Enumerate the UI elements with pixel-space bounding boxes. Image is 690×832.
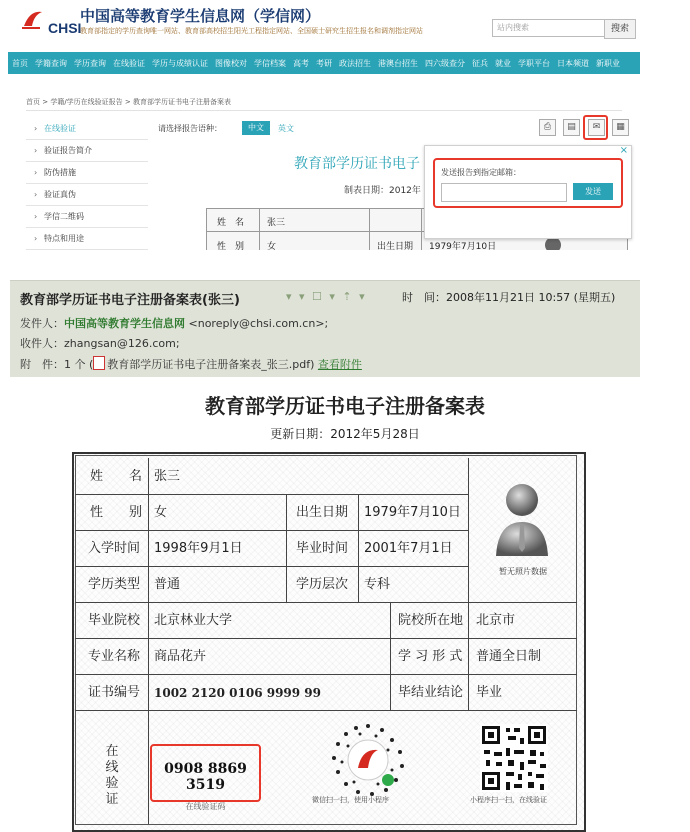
mini-program-qr-icon (330, 722, 406, 798)
grid-line (75, 674, 577, 675)
language-english-link[interactable]: 英文 (278, 124, 294, 133)
birth-value: 1979年7月10日 (364, 505, 461, 520)
gender-value: 女 (154, 505, 168, 520)
online-verify-label: 在线验证 (105, 744, 119, 807)
chevron-right-icon: › (34, 168, 38, 177)
location-label: 院校所在地 (398, 613, 464, 628)
sidebar-item-label: 验证报告简介 (44, 146, 92, 155)
birth-label: 出生日期 (377, 242, 414, 250)
school-value: 北京林业大学 (154, 613, 233, 628)
conclusion-label: 毕结业结论 (398, 685, 464, 700)
site-header (8, 0, 640, 48)
type-label: 学历类型 (88, 577, 141, 592)
nav-item[interactable]: 在线验证 (113, 58, 145, 68)
view-attachment-link[interactable]: 查看附件 (317, 358, 362, 371)
close-icon[interactable]: × (619, 145, 628, 156)
major-label: 专业名称 (88, 649, 141, 664)
qr2-caption: 小程序扫一扫，在线验证 (470, 796, 547, 804)
sidebar-item-online-verify[interactable] (26, 118, 148, 140)
email-time (402, 289, 615, 305)
email-from-row (20, 315, 328, 331)
name-value: 张三 (154, 469, 181, 484)
cert-number-label: 证书编号 (88, 685, 141, 700)
breadcrumb-divider (26, 110, 622, 111)
study-mode-label: 学 习 形 式 (398, 649, 463, 664)
send-email-label: 发送报告到指定邮箱： (441, 168, 521, 177)
to-value: zhangsan@126.com; (64, 337, 180, 350)
email-field[interactable] (441, 183, 567, 202)
time-label: 时 间： (402, 291, 446, 304)
main-nav (8, 52, 640, 74)
language-chinese-button[interactable]: 中文 (242, 121, 270, 135)
grid-line (468, 602, 469, 710)
table-divider (259, 209, 260, 250)
verify-code-caption: 在线验证码 (185, 802, 226, 811)
sidebar-item-features[interactable] (26, 228, 148, 250)
sidebar-item-verify-authenticity[interactable] (26, 184, 148, 206)
send-email-popup (424, 145, 632, 239)
qrcode-icon[interactable]: ▦ (612, 119, 629, 136)
nav-item[interactable]: 四六级查分 (425, 58, 465, 68)
email-to-row (20, 335, 180, 351)
nav-item[interactable]: 高考 (293, 58, 309, 68)
from-name[interactable]: 中国高等教育学生信息网 (64, 317, 185, 330)
nav-item[interactable]: 首页 (12, 58, 28, 68)
chsi-logo-icon (20, 6, 46, 32)
enroll-label: 入学时间 (88, 541, 141, 556)
chevron-right-icon: › (34, 190, 38, 199)
nav-item[interactable]: 就业 (495, 58, 511, 68)
report-page-panel (8, 0, 640, 250)
grid-line (75, 494, 468, 495)
sidebar-item-label: 在线验证 (44, 124, 76, 133)
major-value: 商品花卉 (154, 649, 207, 664)
email-toolbar-icons[interactable]: ▾ ▾ ☐ ▾ ⇡ ▾ (286, 290, 367, 303)
nav-item[interactable]: 征兵 (472, 58, 488, 68)
nav-item[interactable]: 学历与成绩认证 (152, 58, 208, 68)
report-title: 教育部学历证书电子 (294, 156, 420, 172)
breadcrumb: 首页 > 学籍/学历在线验证报告 > 教育部学历证书电子注册备案表 (26, 98, 231, 106)
gender-label: 性 别 (90, 505, 143, 520)
certificate-title: 教育部学历证书电子注册备案表 (205, 394, 485, 418)
level-label: 学历层次 (296, 577, 349, 592)
type-value: 普通 (154, 577, 181, 592)
chevron-right-icon: › (34, 234, 38, 243)
verify-code: 0908 8869 3519 (164, 761, 247, 793)
grid-line (75, 530, 468, 531)
sidebar-item-label: 验证真伪 (44, 190, 76, 199)
site-title[interactable]: 中国高等教育学生信息网（学信网） (80, 7, 321, 25)
grid-line (358, 494, 359, 602)
send-button[interactable]: 发送 (573, 183, 613, 200)
grid-line (75, 566, 468, 567)
gender-value: 女 (267, 242, 277, 250)
from-address: <noreply@chsi.com.cn>; (188, 317, 329, 330)
name-label: 姓 名 (90, 469, 143, 484)
mail-icon[interactable]: ✉ (588, 119, 605, 136)
grad-label: 毕业时间 (296, 541, 349, 556)
nav-item[interactable]: 港澳台招生 (378, 58, 418, 68)
name-value: 张三 (267, 218, 286, 228)
sidebar-item-label: 学信二维码 (44, 212, 84, 221)
sidebar-item-label: 防伪措施 (44, 168, 76, 177)
sidebar-item-qrcode[interactable] (26, 206, 148, 228)
study-mode-value: 普通全日制 (476, 649, 542, 664)
email-subject: 教育部学历证书电子注册备案表(张三) (20, 293, 240, 308)
site-subtitle: 教育部指定的学历查询唯一网站、教育部高校招生阳光工程指定网站、全国硕士研究生招生报名和调剂指定网站 (80, 27, 423, 35)
site-search-input[interactable]: 站内搜索 (492, 19, 610, 37)
nav-item[interactable]: 学历查询 (74, 58, 106, 68)
certificate-update-date: 更新日期：2012年5月28日 (270, 427, 420, 441)
nav-item[interactable]: 图像校对 (215, 58, 247, 68)
nav-item[interactable]: 学信档案 (254, 58, 286, 68)
grad-value: 2001年7月1日 (364, 541, 453, 556)
grid-line (390, 602, 391, 710)
school-label: 毕业院校 (88, 613, 141, 628)
pdf-icon (93, 356, 105, 370)
site-search-button[interactable]: 搜索 (604, 19, 636, 39)
sidebar-item-anti-fake[interactable] (26, 162, 148, 184)
sidebar (26, 118, 148, 250)
mail-icon-highlight (583, 115, 608, 140)
to-label: 收件人： (20, 337, 64, 350)
chevron-right-icon: › (34, 146, 38, 155)
verify-qr-code-icon (480, 724, 548, 792)
chevron-right-icon: › (34, 212, 38, 221)
grid-line (75, 638, 577, 639)
verify-code-highlight (150, 744, 261, 811)
nav-item[interactable]: 考研 (316, 58, 332, 68)
language-label: 请选择报告语种： (158, 124, 222, 133)
level-value: 专科 (364, 577, 391, 592)
sidebar-item-report-intro[interactable] (26, 140, 148, 162)
grid-line (468, 458, 469, 602)
nav-item[interactable]: 学籍查询 (35, 58, 67, 68)
photo-caption: 暂无照片数据 (499, 567, 547, 576)
attach-count: 1 个 ( (64, 358, 94, 371)
photo-placeholder-icon (492, 478, 552, 558)
conclusion-value: 毕业 (476, 685, 503, 700)
birth-label: 出生日期 (296, 505, 349, 520)
time-value: 2008年11月21日 10:57 (星期五) (446, 291, 616, 304)
name-label: 姓 名 (217, 218, 245, 228)
grid-line (75, 602, 577, 603)
table-divider (369, 209, 370, 250)
chevron-right-icon: › (34, 124, 38, 133)
send-email-form-highlight (433, 158, 623, 208)
print-icon[interactable]: ⎙ (539, 119, 556, 136)
grid-line (148, 458, 149, 824)
from-label: 发件人： (20, 317, 64, 330)
email-attachment-row (20, 356, 362, 372)
email-header (10, 280, 640, 377)
attach-label: 附 件： (20, 358, 64, 371)
qr1-caption: 微信扫一扫，使用小程序 (312, 796, 389, 804)
grid-line (75, 710, 577, 711)
table-divider (421, 209, 422, 250)
nav-item[interactable]: 新职业 (596, 58, 620, 68)
nav-item[interactable]: 学职平台 (518, 58, 550, 68)
enroll-value: 1998年9月1日 (154, 541, 243, 556)
nav-item[interactable]: 日本频道 (557, 58, 589, 68)
report-date: 制表日期：2012年 (344, 186, 421, 196)
cert-number-value: 1002 2120 0106 9999 99 (154, 686, 322, 700)
grid-line (286, 494, 287, 602)
gender-label: 性 别 (217, 242, 245, 250)
sidebar-item-label: 特点和用途 (44, 234, 84, 243)
location-value: 北京市 (476, 613, 516, 628)
download-icon[interactable]: ▤ (563, 119, 580, 136)
attach-file: 教育部学历证书电子注册备案表_张三.pdf) (107, 358, 315, 371)
birth-value: 1979年7月10日 (429, 242, 497, 250)
nav-item[interactable]: 政法招生 (339, 58, 371, 68)
logo-text: CHSI (48, 20, 82, 36)
